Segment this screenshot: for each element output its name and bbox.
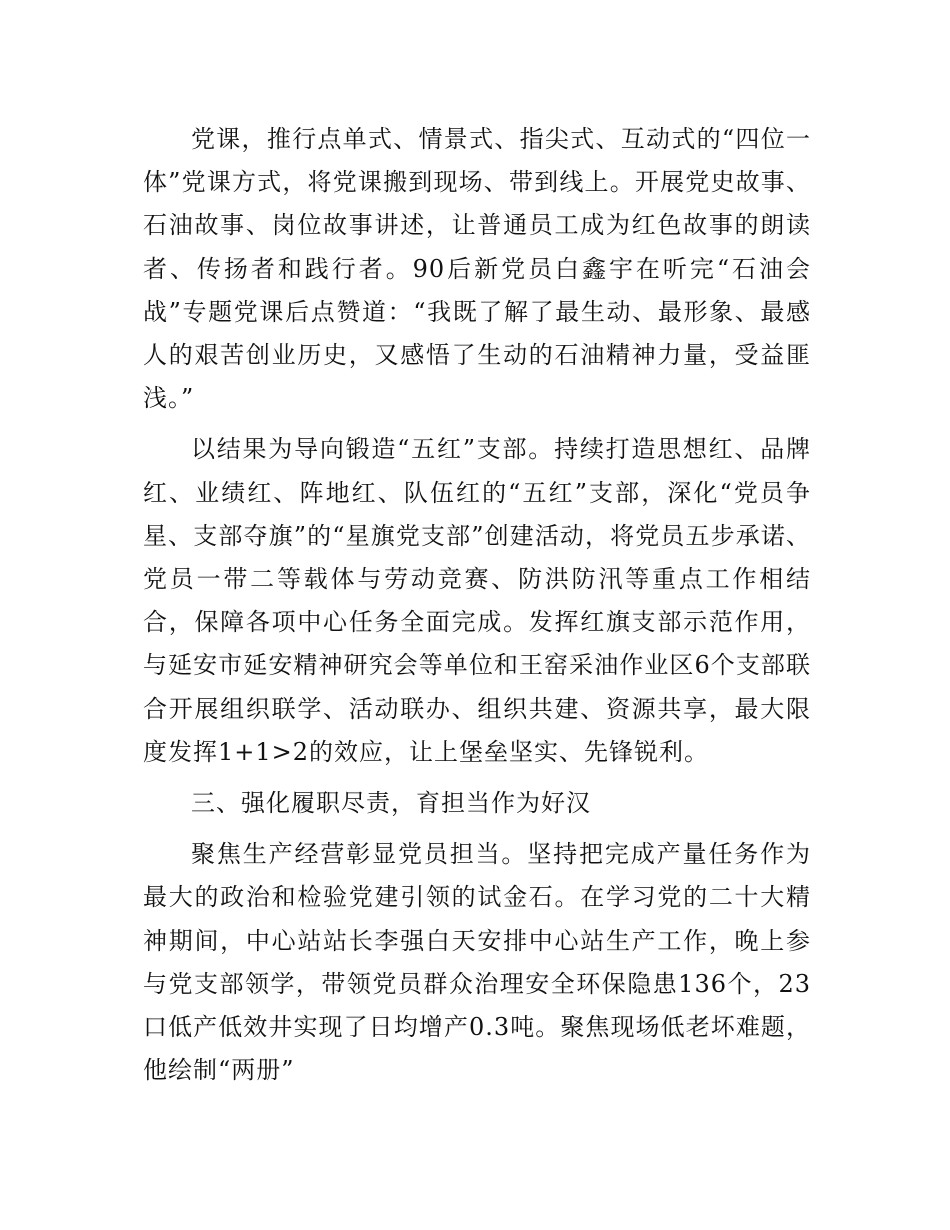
section-heading: 三、强化履职尽责，育担当作为好汉 <box>191 789 591 818</box>
document-body <box>143 118 811 1100</box>
paragraph-party-lessons: 党课，推行点单式、情景式、指尖式、互动式的“四位一体”党课方式，将党课搬到现场、带到线上。开展党史故事、石油故事、岗位故事讲述，让普通员工成为红色故事的朗读者、传扬者和践行者。90后新党员白鑫宇在听完“石油会战”专题党课后点赞道：“我既了解了最生动、最形象、最感人的艰苦创业历史，又感悟了生动的石油精神力量，受益匪浅。” <box>143 125 811 413</box>
paragraph-five-red-branch: 以结果为导向锻造“五红”支部。持续打造思想红、品牌红、业绩红、阵地红、队伍红的“五红”支部，深化“党员争星、支部夺旗”的“星旗党支部”创建活动，将党员五步承诺、党员一带二等载体与劳动竞赛、防洪防汛等重点工作相结合，保障各项中心任务全面完成。发挥红旗支部示范作用，与延安市延安精神研究会等单位和王窑采油作业区6个支部联合开展组织联学、活动联办、组织共建、资源共享，最大限度发挥1+1>2的效应，让上堡垒坚实、先锋锐利。 <box>143 435 811 766</box>
paragraph-production-responsibility: 聚焦生产经营彰显党员担当。坚持把完成产量任务作为最大的政治和检验党建引领的试金石。在学习党的二十大精神期间，中心站站长李强白天安排中心站生产工作，晚上参与党支部领学，带领党员群众治理安全环保隐患136个，23口低产低效井实现了日均增产0.3吨。聚焦现场低老坏难题，他绘制“两册” <box>143 840 811 1085</box>
